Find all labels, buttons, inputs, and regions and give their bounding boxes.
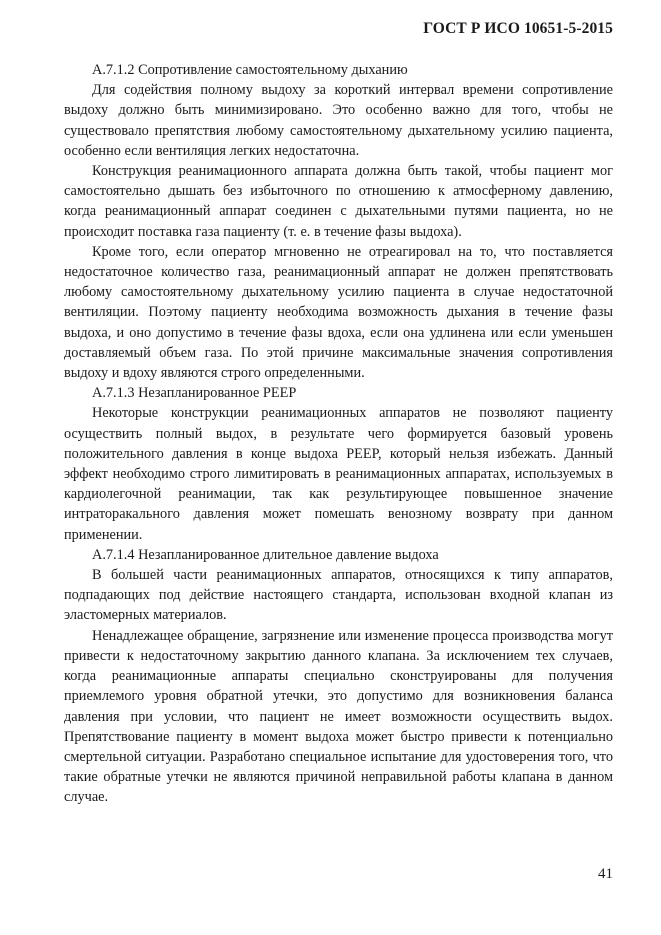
paragraph: Ненадлежащее обращение, загрязнение или изменение процесса производства могут привести к недостаточному закрытию данного клапана. За исключением тех случаев, когда реанимационные аппараты специально сконструированы для получения приемлемого уровня обратной утечки, это допустимо для возникновения баланса давления при условии, что пациент не имеет возможности осуществить выдох. Препятствование пациенту в момент выдоха может быстро привести к потенциально смертельной ситуации. Разработано специальное испытание для удостоверения того, что такие обратные утечки не являются причиной неправильной работы клапана в данном случае. — [64, 627, 613, 806]
section-heading: А.7.1.3 Незапланированное PEEP — [92, 385, 297, 402]
paragraph: Конструкция реанимационного аппарата должна быть такой, чтобы пациент мог самостоятельно дышать без избыточного по отношению к атмосферному давлению, когда реанимационный аппарат соединен с дыхательными путями пациента, но не происходит поставка газа пациенту (т. е. в течение фазы выдоха). — [64, 163, 613, 240]
paragraph: Некоторые конструкции реанимационных аппаратов не позволяют пациенту осуществить полный выдох, в результате чего формируется базовый уровень положительного давления в конце выдоха PEEP, который нельзя избежать. Данный эффект необходимо строго лимитировать в реанимационных аппаратах, используемых в кардиолегочной реанимации, так как результирующее повышенное значение интраторакального давления может помешать венозному возврату при данном применении. — [64, 405, 613, 543]
paragraph: Для содействия полному выдоху за короткий интервал времени сопротивление выдоху должно быть минимизировано. Это особенно важно для того, чтобы не существовало препятствия любому самостоятельному дыхательному усилию пациента, особенно если вентиляция легких недостаточна. — [64, 82, 613, 159]
section-heading: А.7.1.4 Незапланированное длительное давление выдоха — [92, 546, 439, 563]
paragraph: Кроме того, если оператор мгновенно не отреагировал на то, что поставляется недостаточное количество газа, реанимационный аппарат не должен препятствовать любому самостоятельному дыхательному усилию пациента в случае недостаточной вентиляции. Поэтому пациенту необходима возможность дыхания в течение фазы выдоха, и оно допустимо в течение фазы вдоха, если она удлинена или если уменьшен доставляемый объем газа. По этой причине максимальные значения сопротивления выдоху и вдоху являются строго определенными. — [64, 243, 613, 382]
document-code-header: ГОСТ Р ИСО 10651-5-2015 — [423, 20, 613, 37]
page-number: 41 — [598, 866, 613, 882]
section-heading: А.7.1.2 Сопротивление самостоятельному дыханию — [92, 62, 408, 78]
document-body — [64, 60, 613, 808]
paragraph: В большей части реанимационных аппаратов, относящихся к типу аппаратов, подпадающих под действие настоящего стандарта, использован входной клапан из эластомерных материалов. — [64, 567, 613, 624]
